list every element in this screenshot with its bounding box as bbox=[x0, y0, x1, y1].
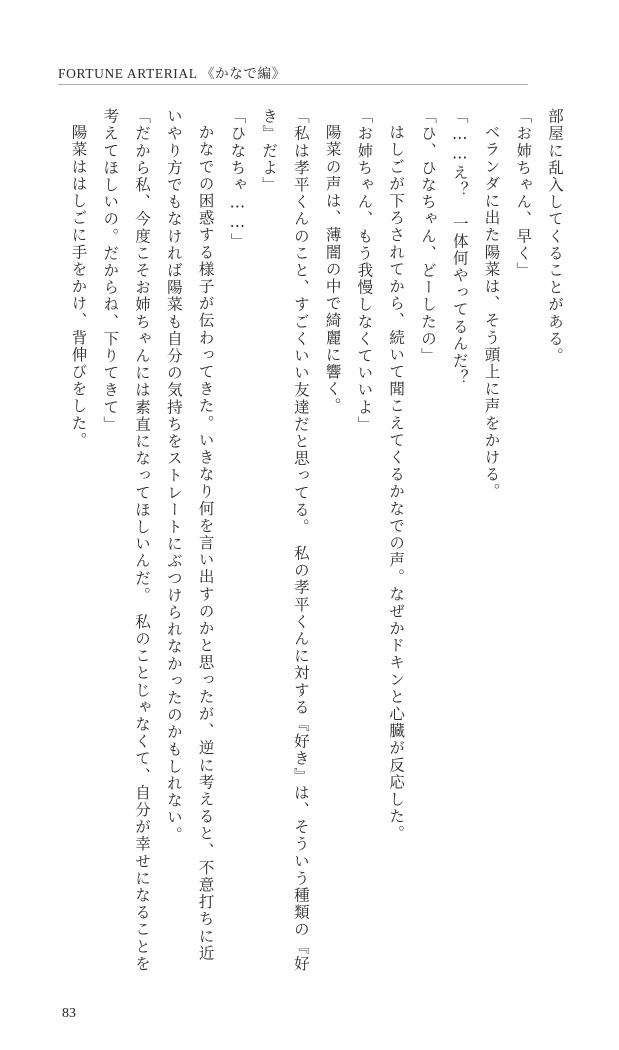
running-head: FORTUNE ARTERIAL 《かなで編》 bbox=[58, 66, 286, 81]
paragraph: 「だから私、今度こそお姉ちゃんには素直になってほしいんだ。 私のことじゃなくて、自分が幸せになることを考えてほしいの。だからね、下りてきて」 bbox=[101, 108, 152, 973]
paragraph: 「ひなちゃ……」 bbox=[228, 108, 247, 250]
page-number: 83 bbox=[62, 1006, 76, 1021]
paragraph: 「……え？ 一体何やってるんだ？ bbox=[450, 108, 469, 387]
paragraph: 陽菜ははしごに手をかけ、背伸びをした。 bbox=[69, 123, 88, 449]
paragraph: 「私は孝平くんのこと、すごくいい友達だと思ってる。 私の孝平くんに対する『好き』は、そういう種類の『好き』だよ」 bbox=[260, 108, 310, 973]
paragraph: 「ひ、ひなちゃん、どーしたの」 bbox=[418, 108, 437, 365]
paragraph: 陽菜の声は、薄闇の中で綺麗に響く。 bbox=[323, 123, 342, 415]
paragraph: かなでの困惑する様子が伝わってきた。いきなり何を言い出すのかと思ったが、逆に考えると、不意打ちに近いやり方でもなければ陽菜も自分の気持ちをストレートにぶつけられなかったのかもしれない。 bbox=[164, 108, 215, 962]
vertical-text-block bbox=[62, 108, 570, 976]
paragraph: 「お姉ちゃん、早く」 bbox=[514, 108, 533, 279]
paragraph: 「お姉ちゃん、もう我慢しなくていいよ」 bbox=[355, 108, 374, 433]
header-rule bbox=[58, 84, 528, 85]
paragraph: ベランダに出た陽菜は、そう頭上に声をかける。 bbox=[482, 123, 501, 500]
paragraph: 部屋に乱入してくることがある。 bbox=[546, 108, 564, 365]
page-body bbox=[44, 100, 578, 980]
paragraph: はしごが下ろされてから、続いて聞こえてくるかなでの声。なぜかドキンと心臓が反応した。 bbox=[387, 123, 406, 842]
